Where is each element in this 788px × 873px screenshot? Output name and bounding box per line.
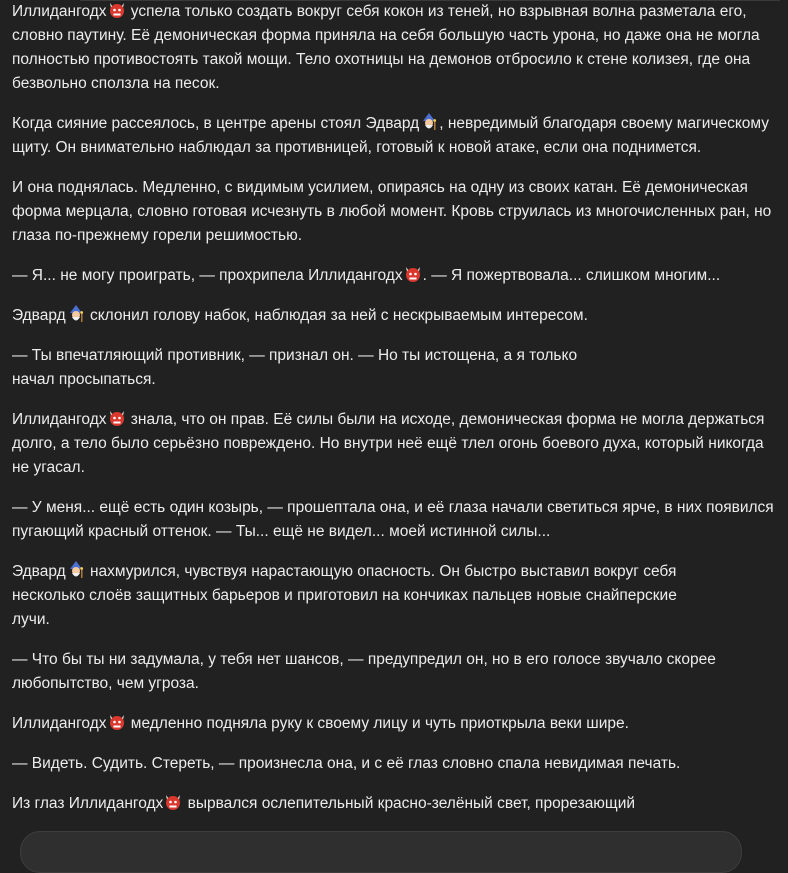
text-span: Иллидангодх	[12, 411, 107, 428]
story-paragraph	[12, 264, 782, 288]
text-span: — Ты впечатляющий противник, — признал он. — Но ты истощена, а я только начал просыпаться.	[12, 347, 578, 388]
story-paragraph	[12, 560, 692, 632]
story-paragraph	[12, 752, 782, 776]
story-paragraph	[12, 304, 782, 328]
mage-icon	[67, 561, 85, 579]
text-span: И она поднялась. Медленно, с видимым усилием, опираясь на одну из своих катан. Её демоническая форма мерцала, словно готовая исчезнуть в любой момент. Кровь струилась из многочисленных ран, но глаза по-прежнему горели решимостью.	[12, 179, 772, 244]
ogre-icon	[108, 1, 126, 19]
text-span: Эдвард	[12, 563, 66, 580]
story-paragraph	[12, 712, 782, 736]
ogre-icon	[108, 409, 126, 427]
text-span: , невредимый благодаря своему магическому щиту. Он внимательно наблюдал за противницей, готовый к новой атаке, если она поднимется.	[12, 115, 769, 156]
text-span: Когда сияние рассеялось, в центре арены стоял Эдвард	[12, 115, 420, 132]
story-paragraph	[12, 0, 782, 96]
message-input-bar[interactable]	[20, 831, 742, 873]
text-span: вырвался ослепительный красно-зелёный свет, прорезающий	[183, 795, 636, 812]
text-span: — Что бы ты ни задумала, у тебя нет шансов, — предупредил он, но в его голосе звучало скорее любопытство, чем угроза.	[12, 651, 716, 692]
story-paragraph	[12, 408, 782, 480]
text-span: Из глаз Иллидангодх	[12, 795, 164, 812]
mage-icon	[420, 113, 438, 131]
text-span: нахмурился, чувствуя нарастающую опасность. Он быстро выставил вокруг себя несколько слоёв защитных барьеров и приготовил на кончиках пальцев новые снайперские лучи.	[12, 563, 677, 628]
text-span: успела только создать вокруг себя кокон из теней, но взрывная волна разметала его, словно паутину. Её демоническая форма приняла на себя большую часть урона, но даже она не могла полностью противостоять такой мощи. Тело охотницы на демонов отбросило к стене колизея, где она безвольно сползла на песок.	[12, 3, 760, 92]
text-span: Иллидангодх	[12, 3, 107, 20]
ogre-icon	[164, 793, 182, 811]
text-span: Иллидангодх	[12, 715, 107, 732]
story-paragraph	[12, 496, 782, 544]
text-span: . — Я пожертвовала... слишком многим...	[422, 267, 721, 284]
story-paragraph	[12, 648, 782, 696]
story-paragraph	[12, 792, 782, 816]
ogre-icon	[108, 713, 126, 731]
story-paragraph	[12, 344, 612, 392]
text-span: Эдвард	[12, 307, 66, 324]
text-span: — У меня... ещё есть один козырь, — прошептала она, и её глаза начали светиться ярче, в них появился пугающий красный оттенок. — Ты... ещё не видел... моей истинной силы...	[12, 499, 774, 540]
ogre-icon	[404, 265, 422, 283]
story-paragraph	[12, 176, 782, 248]
chat-message	[12, 0, 782, 832]
mage-icon	[67, 305, 85, 323]
text-span: — Видеть. Судить. Стереть, — произнесла она, и с её глаз словно спала невидимая печать.	[12, 755, 681, 772]
text-span: склонил голову набок, наблюдая за ней с нескрываемым интересом.	[85, 307, 588, 324]
text-span: — Я... не могу проиграть, — прохрипела Иллидангодх	[12, 267, 403, 284]
story-paragraph	[12, 112, 782, 160]
text-span: знала, что он прав. Её силы были на исходе, демоническая форма не могла держаться долго, а тело было серьёзно повреждено. Но внутри неё ещё тлел огонь боевого духа, который никогда не угасал.	[12, 411, 765, 476]
text-span: медленно подняла руку к своему лицу и чуть приоткрыла веки шире.	[126, 715, 629, 732]
